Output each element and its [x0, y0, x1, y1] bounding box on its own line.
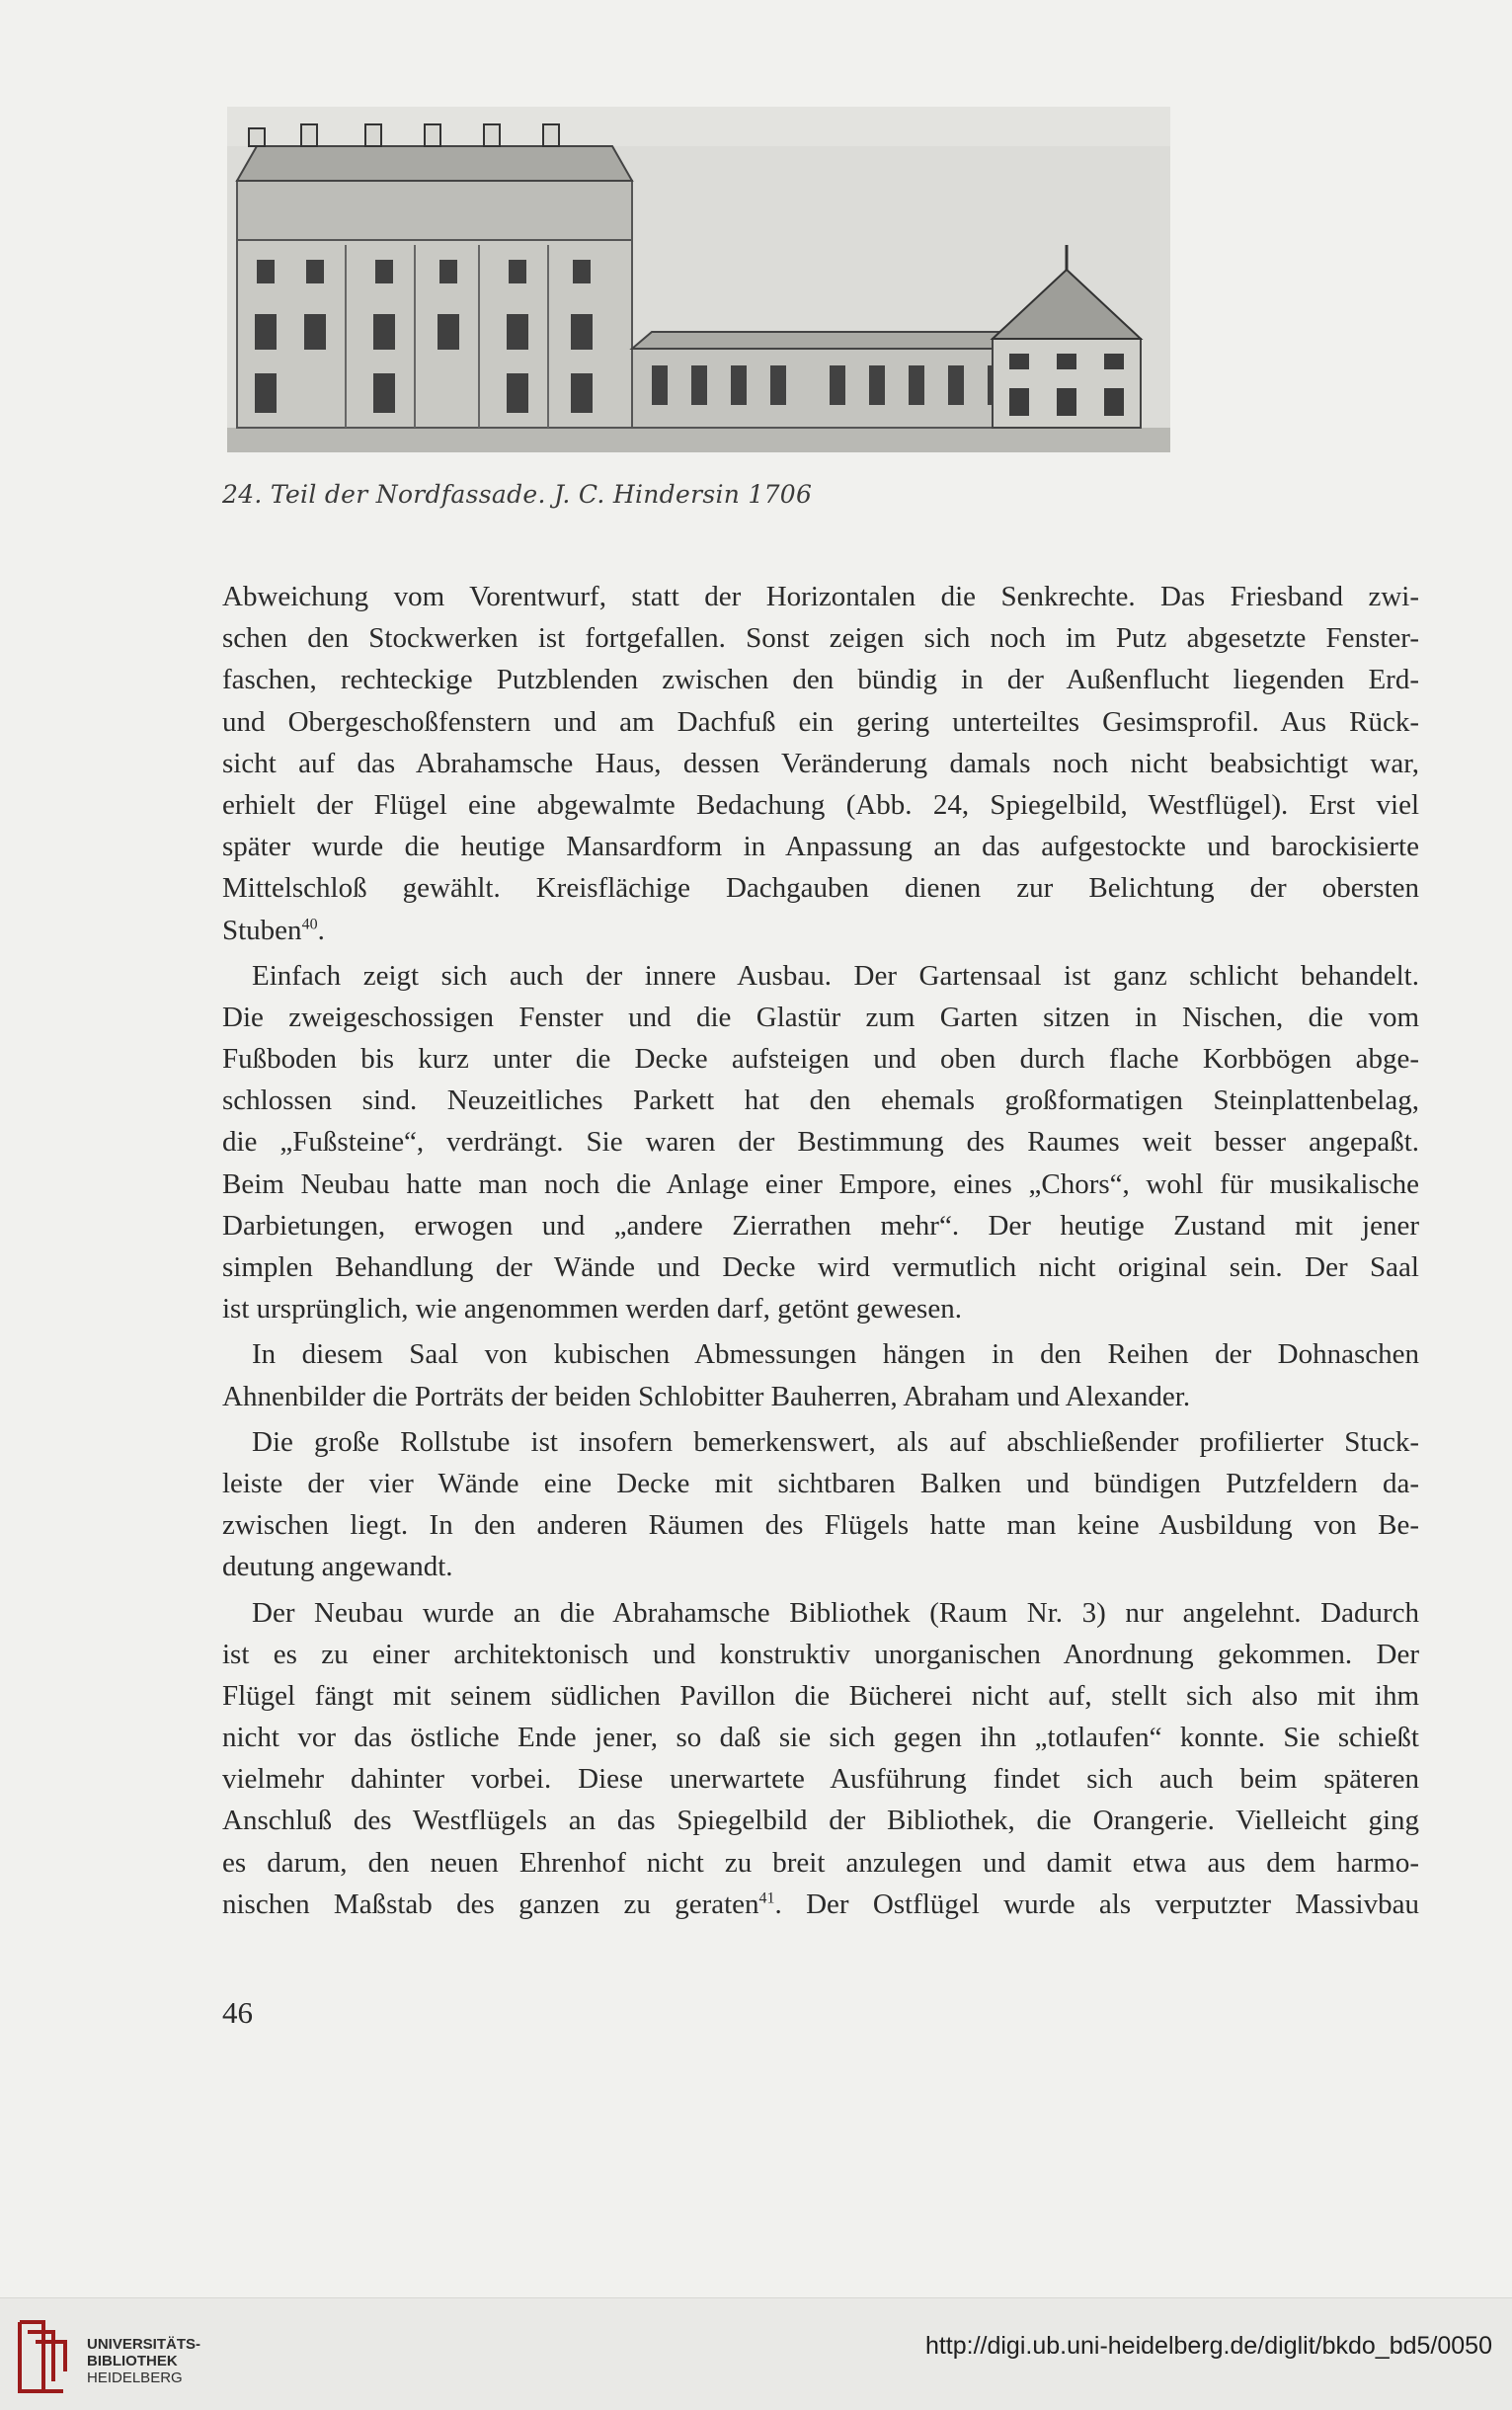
text-line: Darbietungen, erwogen und „andere Zierrathen mehr“. Der heutige Zustand mit jener [222, 1209, 1419, 1242]
text-line: Abweichung vom Vorentwurf, statt der Horizontalen die Senkrechte. Das Friesband zwi- [222, 581, 1419, 612]
text-line: Flügel fängt mit seinem südlichen Pavillon die Bücherei nicht auf, stellt sich also mit ihm [222, 1679, 1419, 1712]
footnote-marker: 41 [758, 1889, 775, 1907]
text-line: Der Neubau wurde an die Abrahamsche Bibliothek (Raum Nr. 3) nur angelehnt. Dadurch [252, 1596, 1419, 1629]
body-text [222, 576, 1419, 1925]
text-line: faschen, rechteckige Putzblenden zwischen den bündig in der Außenflucht liegenden Erd- [222, 664, 1419, 696]
text-line: später wurde die heutige Mansardform in Anpassung an das aufgestockte und barockisierte [222, 831, 1419, 863]
text-line: Anschluß des Westflügels an das Spiegelbild der Bibliothek, die Orangerie. Vielleicht ging [222, 1805, 1419, 1837]
text-line: die „Fußsteine“, verdrängt. Sie waren der Bestimmung des Raumes weit besser angepaßt. [222, 1126, 1419, 1159]
text-line: nicht vor das östliche Ende jener, so daß sie sich gegen ihn „totlaufen“ konnte. Sie schießt [222, 1722, 1419, 1754]
text-line: leiste der vier Wände eine Decke mit sichtbaren Balken und bündigen Putzfeldern da- [222, 1467, 1419, 1499]
text-line: In diesem Saal von kubischen Abmessungen hängen in den Reihen der Dohnaschen [252, 1338, 1419, 1371]
page-number: 46 [222, 1995, 253, 2030]
text-line: Ahnenbilder die Porträts der beiden Schlobitter Bauherren, Abraham und Alexander. [222, 1380, 1191, 1412]
text-line: Beim Neubau hatte man noch die Anlage einer Empore, eines „Chors“, wohl für musikalische [222, 1167, 1419, 1200]
facade-engraving [227, 107, 1170, 452]
text-line: es darum, den neuen Ehrenhof nicht zu breit anzulegen und damit etwa aus dem harmo- [222, 1846, 1419, 1879]
text-line: und Obergeschoßfenstern und am Dachfuß ein gering unterteiltes Gesimsprofil. Aus Rück- [222, 705, 1419, 738]
footer-bar [0, 2297, 1512, 2410]
text-line: erhielt der Flügel eine abgewalmte Bedachung (Abb. 24, Spiegelbild, Westflügel). Erst viel [222, 788, 1419, 821]
text-line: Die zweigeschossigen Fenster und die Glastür zum Garten sitzen in Nischen, die vom [222, 1001, 1419, 1033]
text-line: Die große Rollstube ist insofern bemerkenswert, als auf abschließender profilierter Stuck- [252, 1425, 1419, 1458]
source-url-link[interactable]: http://digi.ub.uni-heidelberg.de/diglit/bkdo_bd5/0050 [924, 2332, 1492, 2360]
text-line: schen den Stockwerken ist fortgefallen. Sonst zeigen sich noch im Putz abgesetzte Fenster- [222, 622, 1419, 655]
text-line: simplen Behandlung der Wände und Decke wird vermutlich nicht original sein. Der Saal [222, 1251, 1419, 1283]
text-line: nischen Maßstab des ganzen zu geraten$^{41}$. Der Ostflügel wurde als verputzter Massivbau [222, 1888, 1419, 1920]
figure-caption: 24. Teil der Nordfassade. J. C. Hindersin 1706 [222, 480, 813, 509]
text-line: sicht auf das Abrahamsche Haus, dessen Veränderung damals noch nicht beabsichtigt war, [222, 747, 1419, 779]
text-line: vielmehr dahinter vorbei. Diese unerwartete Ausführung findet sich auch beim späteren [222, 1763, 1419, 1796]
library-name: UNIVERSITÄTS- BIBLIOTHEK HEIDELBERG [87, 2336, 201, 2386]
text-line: zwischen liegt. In den anderen Räumen des Flügels hatte man keine Ausbildung von Be- [222, 1509, 1419, 1542]
footnote-marker: 40 [301, 915, 318, 932]
text-line: deutung angewandt. [222, 1551, 453, 1583]
text-line: Mittelschloß gewählt. Kreisflächige Dachgauben dienen zur Belichtung der obersten [222, 872, 1419, 905]
facade-drawing [227, 107, 1170, 452]
text-line: Stuben$^{40}$. [222, 914, 325, 946]
text-line: ist ursprünglich, wie angenommen werden darf, getönt gewesen. [222, 1293, 962, 1326]
text-line: Fußboden bis kurz unter die Decke aufsteigen und oben durch flache Korbbögen abge- [222, 1043, 1419, 1076]
text-line: ist es zu einer architektonisch und konstruktiv unorganischen Anordnung gekommen. Der [222, 1638, 1419, 1670]
text-line: schlossen sind. Neuzeitliches Parkett hat den ehemals großformatigen Steinplattenbelag, [222, 1084, 1419, 1117]
text-line: Einfach zeigt sich auch der innere Ausbau. Der Gartensaal ist ganz schlicht behandelt. [252, 959, 1419, 992]
library-logo-icon [14, 2312, 81, 2401]
